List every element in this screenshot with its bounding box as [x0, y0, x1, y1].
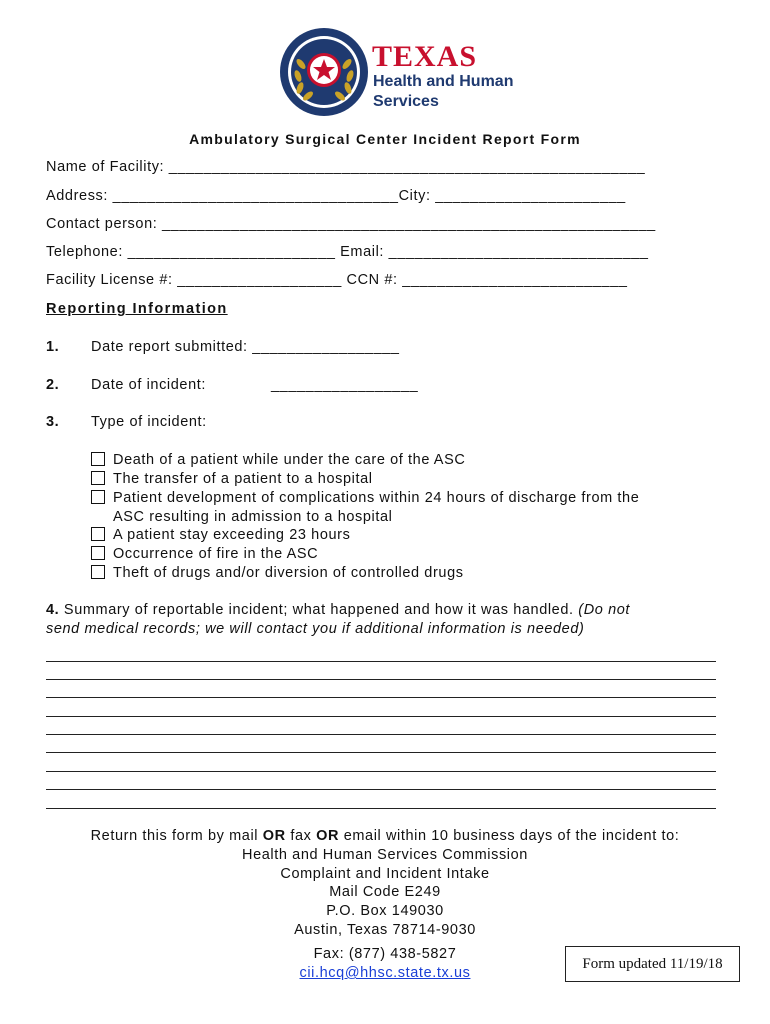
or-bold: OR	[316, 828, 340, 844]
texas-seal-logo-icon	[278, 26, 370, 118]
summary-note-2: send medical records; we will contact you if additional information is needed)	[46, 621, 585, 637]
summary-line[interactable]	[46, 734, 716, 735]
email-link[interactable]: cii.hcq@hhsc.state.tx.us	[299, 965, 471, 981]
address-city-field[interactable]: Address: _________________________________City: ______________________	[46, 188, 626, 204]
address-line-3: Mail Code E249	[329, 884, 441, 900]
reporting-heading: Reporting Information	[46, 301, 228, 317]
question-4-text	[46, 602, 630, 618]
option-label: Patient development of complications within 24 hours of discharge from the	[113, 490, 640, 506]
summary-note-1: (Do not	[578, 602, 631, 618]
option-label: Death of a patient while under the care of the ASC	[113, 452, 466, 468]
option-fire[interactable]	[91, 546, 318, 562]
option-label: The transfer of a patient to a hospital	[113, 471, 373, 487]
fax-number: Fax: (877) 438-5827	[313, 946, 457, 962]
option-label: Occurrence of fire in the ASC	[113, 546, 319, 562]
question-1-number: 1.	[46, 339, 60, 355]
option-complications[interactable]	[91, 490, 639, 506]
option-transfer[interactable]	[91, 471, 373, 487]
summary-line[interactable]	[46, 661, 716, 662]
facility-name-field[interactable]: Name of Facility: _______________________________________________________	[46, 159, 646, 175]
date-submitted-field[interactable]: Date report submitted: _________________	[91, 339, 400, 355]
form-title: Ambulatory Surgical Center Incident Report Form	[189, 131, 581, 147]
brand-line-1: Health and Human	[373, 73, 514, 90]
date-of-incident-field[interactable]: _________________	[271, 377, 419, 393]
address-line-5: Austin, Texas 78714-9030	[294, 922, 476, 938]
option-label: Theft of drugs and/or diversion of controlled drugs	[113, 565, 464, 581]
checkbox[interactable]	[91, 490, 105, 504]
option-stay[interactable]	[91, 527, 350, 543]
address-line-2: Complaint and Incident Intake	[280, 866, 490, 882]
summary-line[interactable]	[46, 697, 716, 698]
return-text: email within 10 business days of the incident to:	[339, 828, 680, 844]
return-text: fax	[285, 828, 317, 844]
question-4-number: 4.	[46, 602, 60, 618]
checkbox[interactable]	[91, 565, 105, 579]
question-2-number: 2.	[46, 377, 60, 393]
summary-label: Summary of reportable incident; what happened and how it was handled.	[59, 602, 579, 618]
option-label: A patient stay exceeding 23 hours	[113, 527, 351, 543]
date-of-incident-label: Date of incident:	[91, 377, 206, 393]
option-complications-cont: ASC resulting in admission to a hospital	[113, 509, 393, 525]
return-instructions	[0, 828, 770, 844]
return-text: Return this form by mail	[90, 828, 263, 844]
question-3-number: 3.	[46, 414, 60, 430]
contact-person-field[interactable]: Contact person: _________________________________________________________	[46, 216, 656, 232]
license-ccn-field[interactable]: Facility License #: ___________________ CCN #: __________________________	[46, 272, 628, 288]
summary-line[interactable]	[46, 716, 716, 717]
type-of-incident-label: Type of incident:	[91, 414, 207, 430]
summary-line[interactable]	[46, 679, 716, 680]
option-death[interactable]	[91, 452, 465, 468]
summary-line[interactable]	[46, 789, 716, 790]
address-line-4: P.O. Box 149030	[326, 903, 444, 919]
summary-line[interactable]	[46, 771, 716, 772]
brand-line-2: Services	[373, 93, 439, 110]
brand-texas: TEXAS	[372, 40, 478, 73]
telephone-email-field[interactable]: Telephone: ________________________ Email: ______________________________	[46, 244, 649, 260]
summary-line[interactable]	[46, 808, 716, 809]
checkbox[interactable]	[91, 471, 105, 485]
summary-line[interactable]	[46, 752, 716, 753]
address-line-1: Health and Human Services Commission	[242, 847, 528, 863]
form-updated-box: Form updated 11/19/18	[565, 946, 740, 982]
checkbox[interactable]	[91, 546, 105, 560]
or-bold: OR	[262, 828, 286, 844]
checkbox[interactable]	[91, 452, 105, 466]
checkbox[interactable]	[91, 527, 105, 541]
option-theft[interactable]	[91, 565, 464, 581]
